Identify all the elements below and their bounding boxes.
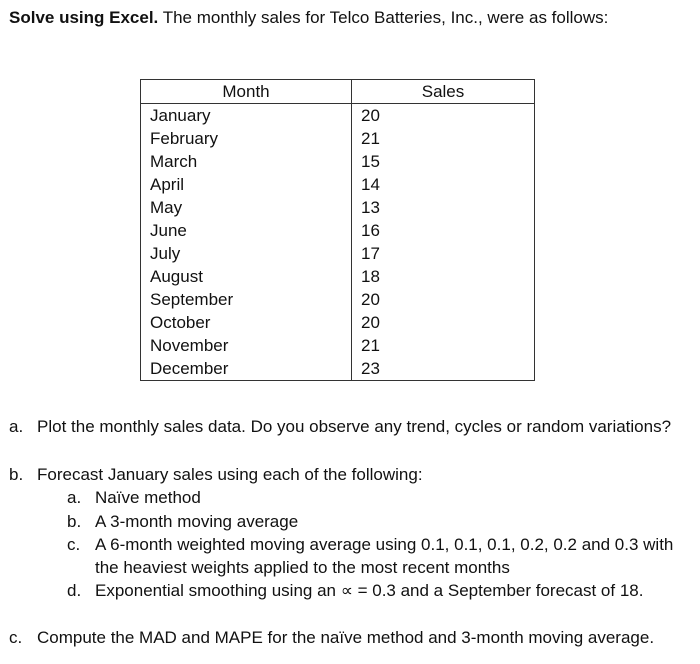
month-cell: April [141, 173, 352, 196]
question-c [9, 628, 654, 648]
list-item-text: A 6-month weighted moving average using 0.1, 0.1, 0.1, 0.2, 0.2 and 0.3 with [95, 535, 674, 554]
table-row [141, 311, 535, 334]
question-b-item-c-continuation: the heaviest weights applied to the most recent months [95, 558, 510, 577]
question-b-item-d [67, 581, 643, 601]
list-marker: b. [67, 512, 82, 531]
month-cell: June [141, 219, 352, 242]
sales-cell: 23 [352, 357, 535, 381]
sales-cell: 14 [352, 173, 535, 196]
question-b-text: Forecast January sales using each of the following: [37, 465, 423, 484]
list-marker: c. [67, 535, 81, 554]
question-b-item-c [67, 535, 673, 555]
question-a-marker: a. [9, 417, 24, 436]
question-b [9, 465, 423, 485]
sales-cell: 15 [352, 150, 535, 173]
table-row [141, 242, 535, 265]
table-row [141, 173, 535, 196]
table-row [141, 334, 535, 357]
sales-cell: 20 [352, 104, 535, 128]
table-row [141, 127, 535, 150]
table-header-row [141, 80, 535, 104]
month-cell: January [141, 104, 352, 128]
sales-cell: 20 [352, 311, 535, 334]
question-b-item-b [67, 512, 298, 532]
list-item-text: Exponential smoothing using an ∝ = 0.3 and a September forecast of 18. [95, 581, 644, 600]
month-cell: July [141, 242, 352, 265]
sales-cell: 21 [352, 127, 535, 150]
month-cell: December [141, 357, 352, 381]
month-cell: March [141, 150, 352, 173]
question-b-marker: b. [9, 465, 24, 484]
list-item-text: A 3-month moving average [95, 512, 299, 531]
sales-cell: 20 [352, 288, 535, 311]
month-cell: February [141, 127, 352, 150]
list-marker: d. [67, 581, 82, 600]
month-cell: September [141, 288, 352, 311]
month-cell: November [141, 334, 352, 357]
header-month: Month [141, 80, 352, 104]
question-a [9, 417, 671, 437]
question-b-item-a [67, 488, 201, 508]
table-row [141, 357, 535, 381]
question-c-text: Compute the MAD and MAPE for the naïve method and 3-month moving average. [37, 628, 655, 647]
table-row [141, 265, 535, 288]
header-sales: Sales [352, 80, 535, 104]
question-a-text: Plot the monthly sales data. Do you observe any trend, cycles or random variations? [37, 417, 672, 436]
month-cell: May [141, 196, 352, 219]
intro-text: The monthly sales for Telco Batteries, Inc., were as follows: [158, 8, 609, 27]
sales-cell: 16 [352, 219, 535, 242]
sales-cell: 21 [352, 334, 535, 357]
intro-bold: Solve using Excel. [9, 8, 159, 27]
table-row [141, 150, 535, 173]
table-row [141, 104, 535, 128]
question-c-marker: c. [9, 628, 23, 647]
sales-cell: 18 [352, 265, 535, 288]
table-row [141, 219, 535, 242]
problem-intro [9, 8, 608, 28]
list-item-text: Naïve method [95, 488, 201, 507]
sales-cell: 17 [352, 242, 535, 265]
table-row [141, 196, 535, 219]
table-row [141, 288, 535, 311]
list-marker: a. [67, 488, 82, 507]
sales-table [140, 79, 535, 381]
sales-cell: 13 [352, 196, 535, 219]
month-cell: October [141, 311, 352, 334]
month-cell: August [141, 265, 352, 288]
